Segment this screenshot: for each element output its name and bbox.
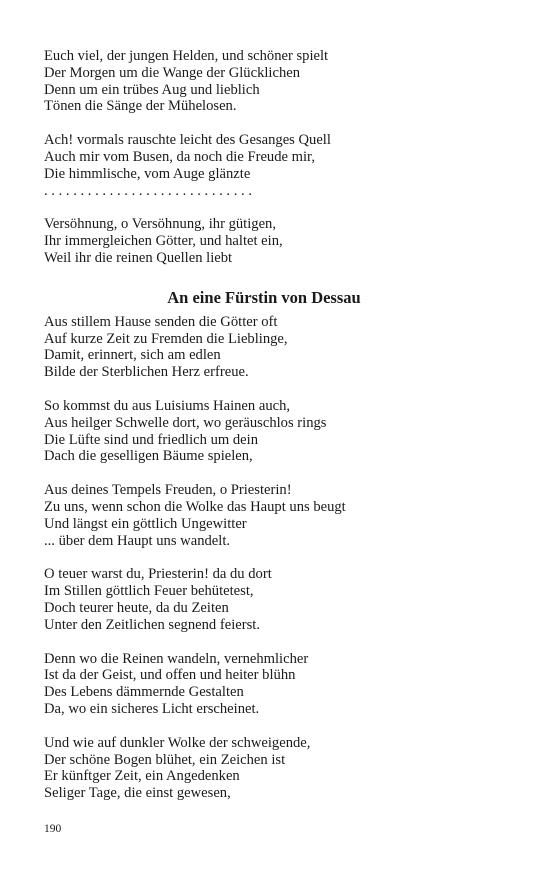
previous-poem-verse-line: Versöhnung, o Versöhnung, ihr gütigen, — [44, 216, 276, 233]
poem-body — [44, 314, 514, 802]
previous-poem-verse-line: Weil ihr die reinen Quellen liebt — [44, 249, 233, 266]
poem-stanza — [44, 482, 514, 549]
document-page — [44, 48, 514, 819]
poem-verse-line: Aus stillem Hause senden die Götter oft — [44, 313, 278, 330]
poem-verse-line: Des Lebens dämmernde Gestalten — [44, 684, 244, 701]
poem-verse-line: Doch teurer heute, da du Zeiten — [44, 599, 229, 616]
poem-verse-line: Im Stillen göttlich Feuer behütetest, — [44, 583, 254, 600]
poem-verse-line: Zu uns, wenn schon die Wolke das Haupt uns beugt — [44, 498, 346, 515]
poem-stanza — [44, 566, 514, 633]
page-number: 190 — [44, 823, 62, 835]
poem-verse-line: Die Lüfte sind und friedlich um dein — [44, 431, 258, 448]
previous-poem-stanza — [44, 216, 514, 266]
poem-verse-line: O teuer warst du, Priesterin! da du dort — [44, 566, 272, 583]
poem-stanza — [44, 735, 514, 802]
previous-poem-verse-line: Euch viel, der jungen Helden, und schöner spielt — [44, 48, 329, 64]
previous-poem-stanza — [44, 48, 514, 115]
poem-verse-line: Der schöne Bogen blühet, ein Zeichen ist — [44, 751, 286, 768]
poem-verse-line: Unter den Zeitlichen segnend feierst. — [44, 616, 260, 633]
poem-verse-line: Ist da der Geist, und offen und heiter blühn — [44, 667, 296, 684]
poem-verse-line: Und längst ein göttlich Ungewitter — [44, 515, 247, 532]
poem-verse-line: Bilde der Sterblichen Herz erfreue. — [44, 364, 249, 381]
poem-verse-line: Dach die geselligen Bäume spielen, — [44, 448, 253, 465]
poem-verse-line: Und wie auf dunkler Wolke der schweigende, — [44, 734, 311, 751]
poem-title: An eine Fürstin von Dessau — [167, 287, 361, 307]
previous-poem-stanza — [44, 132, 514, 199]
poem-verse-line: Da, wo ein sicheres Licht erscheinet. — [44, 700, 260, 717]
poem-verse-line: Denn wo die Reinen wandeln, vernehmlicher — [44, 650, 309, 667]
previous-poem-verse-line: Auch mir vom Busen, da noch die Freude mir, — [44, 148, 315, 165]
poem-verse-line: Damit, erinnert, sich am edlen — [44, 347, 221, 364]
poem-verse-line: So kommst du aus Luisiums Hainen auch, — [44, 397, 291, 414]
poem-verse-line: Er künftger Zeit, ein Angedenken — [44, 768, 240, 785]
previous-poem-verse-line: Ihr immergleichen Götter, und haltet ein, — [44, 233, 283, 250]
poem-stanza — [44, 651, 514, 718]
previous-poem-verse-line: Die himmlische, vom Auge glänzte — [44, 165, 251, 182]
poem-verse-line: Auf kurze Zeit zu Fremden die Lieblinge, — [44, 330, 288, 347]
poem-verse-line: ... über dem Haupt uns wandelt. — [44, 532, 231, 549]
previous-poem-verse-line: Denn um ein trübes Aug und lieblich — [44, 81, 260, 98]
poem-verse-line: Aus deines Tempels Freuden, o Priesterin! — [44, 482, 292, 499]
poem-stanza — [44, 398, 514, 465]
previous-poem-verse-line: Tönen die Sänge der Mühelosen. — [44, 98, 237, 115]
poem-verse-line: Seliger Tage, die einst gewesen, — [44, 785, 231, 802]
poem-verse-line: Aus heilger Schwelle dort, wo geräuschlos rings — [44, 414, 327, 431]
previous-poem-verse-line: . . . . . . . . . . . . . . . . . . . . . . . . . . . . . — [44, 182, 252, 199]
previous-poem-verse-line: Der Morgen um die Wange der Glücklichen — [44, 64, 301, 81]
poem-stanza — [44, 314, 514, 381]
previous-poem-ending — [44, 48, 514, 267]
previous-poem-verse-line: Ach! vormals rauschte leicht des Gesanges Quell — [44, 132, 331, 149]
